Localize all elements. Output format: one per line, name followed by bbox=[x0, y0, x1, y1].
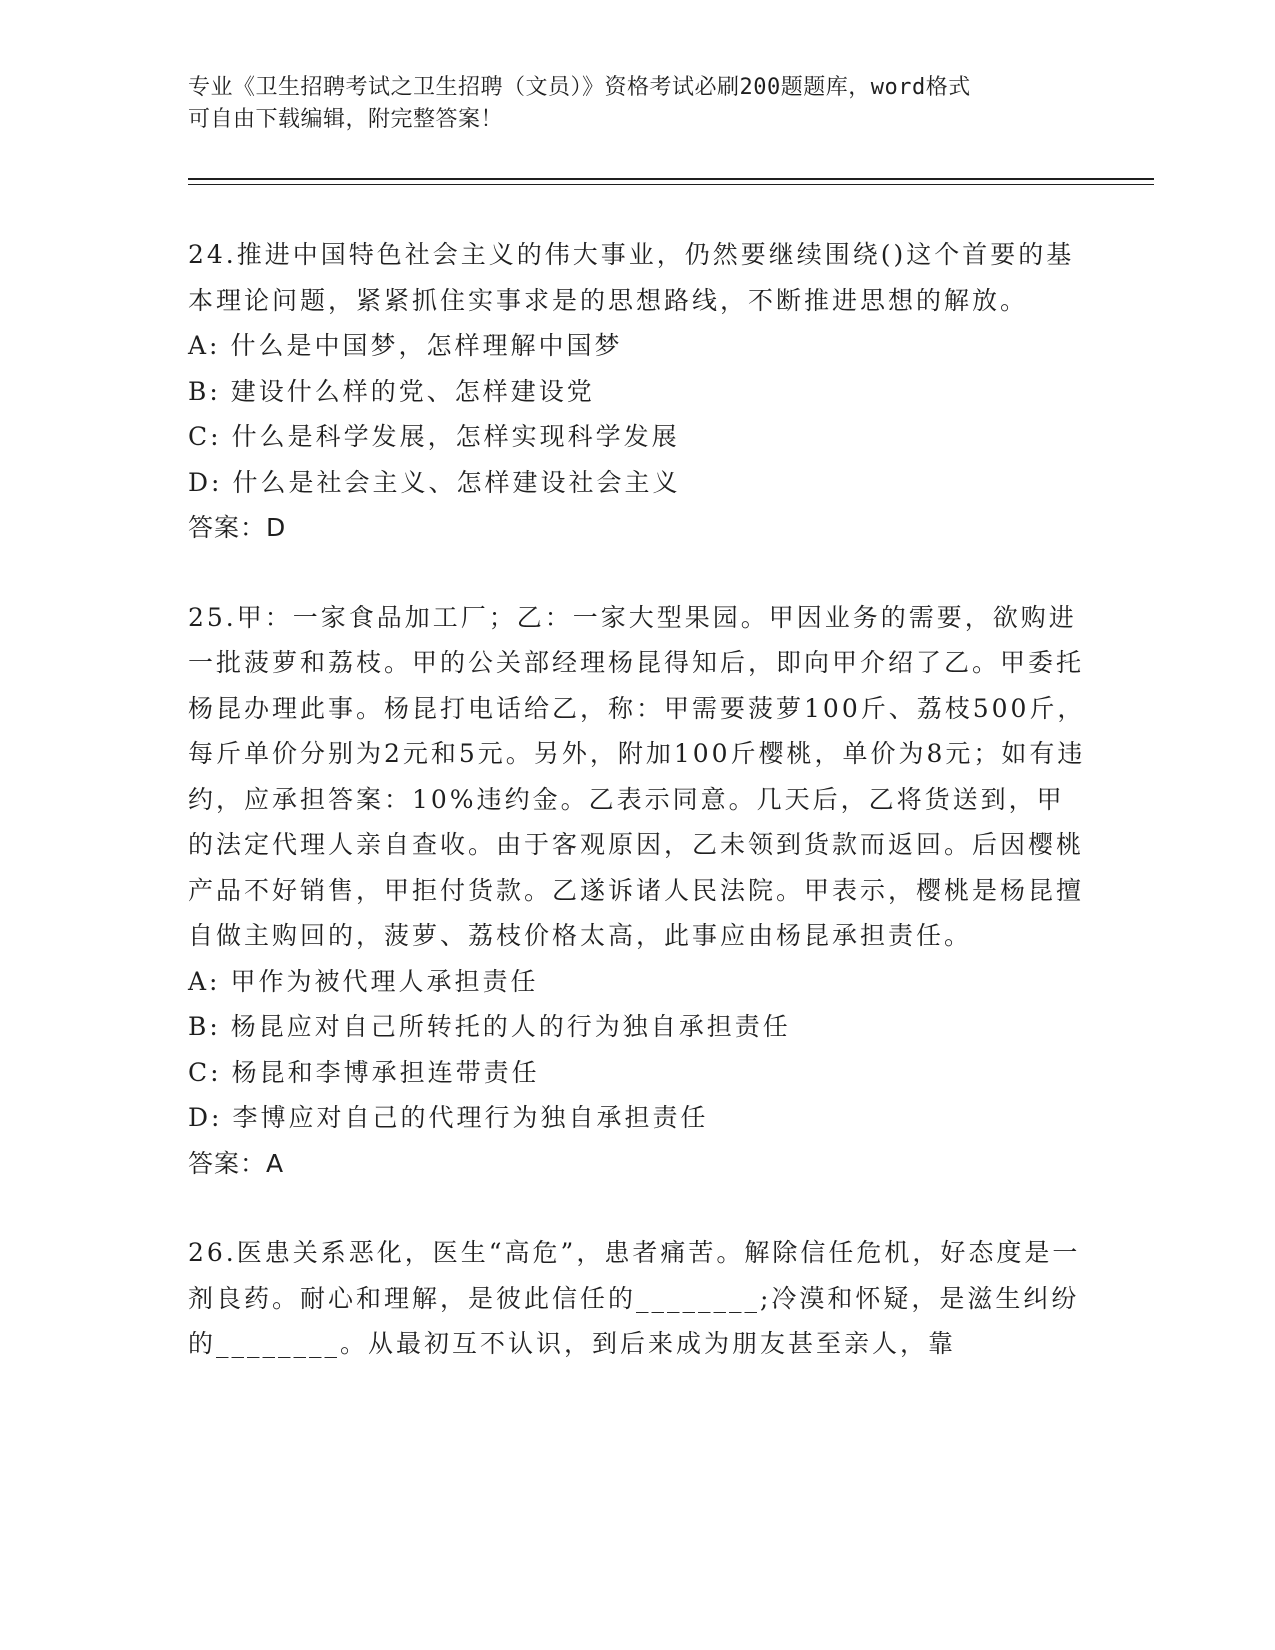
question-24 bbox=[188, 232, 1088, 551]
option-b bbox=[188, 369, 1088, 415]
option-text: 李博应对自己的代理行为独自承担责任 bbox=[232, 1103, 709, 1132]
option-text: 甲作为被代理人承担责任 bbox=[230, 966, 539, 996]
option-d bbox=[188, 1095, 1088, 1141]
answer-line: 答案：D bbox=[188, 513, 287, 542]
question-25 bbox=[188, 595, 1088, 1187]
option-text: 杨昆应对自己所转托的人的行为独自承担责任 bbox=[230, 1012, 791, 1041]
option-letter: D: bbox=[188, 467, 223, 497]
question-26 bbox=[188, 1230, 1088, 1367]
option-letter: A: bbox=[188, 331, 221, 360]
option-letter: D: bbox=[188, 1103, 223, 1132]
header-line-2: 可自由下载编辑，附完整答案！ bbox=[188, 107, 504, 132]
question-stem: 24.推进中国特色社会主义的伟大事业，仍然要继续围绕()这个首要的基本理论问题，紧紧抓住实事求是的思想路线，不断推进思想的解放。 bbox=[188, 240, 1075, 315]
question-stem: 26.医患关系恶化，医生“高危”，患者痛苦。解除信任危机，好态度是一剂良药。耐心和理解，是彼此信任的________;冷漠和怀疑，是滋生纠纷的________。从最初互不认识，到后来成为朋友甚至亲人，靠 bbox=[188, 1238, 1081, 1358]
option-letter: A: bbox=[188, 966, 221, 996]
question-list bbox=[188, 232, 1088, 1367]
option-letter: B: bbox=[188, 1012, 221, 1041]
option-d bbox=[188, 460, 1088, 506]
question-stem: 25.甲：一家食品加工厂；乙：一家大型果园。甲因业务的需要，欲购进一批菠萝和荔枝。甲的公关部经理杨昆得知后，即向甲介绍了乙。甲委托杨昆办理此事。杨昆打电话给乙，称：甲需要菠萝100斤、荔枝500斤，每斤单价分别为2元和5元。另外，附加100斤樱桃，单价为8元；如有违约，应承担答案：10%违约金。乙表示同意。几天后，乙将货送到，甲的法定代理人亲自查收。由于客观原因，乙未领到货款而返回。后因樱桃产品不好销售，甲拒付货款。乙遂诉诸人民法院。甲表示，樱桃是杨昆擅自做主购回的，菠萝、荔枝价格太高，此事应由杨昆承担责任。 bbox=[188, 602, 1086, 950]
document-header bbox=[188, 72, 1088, 136]
option-letter: C: bbox=[188, 1057, 222, 1087]
option-letter: C: bbox=[188, 422, 222, 451]
option-c bbox=[188, 1050, 1088, 1096]
option-text: 什么是中国梦，怎样理解中国梦 bbox=[230, 331, 623, 360]
option-a bbox=[188, 323, 1088, 369]
option-text: 什么是社会主义、怎样建设社会主义 bbox=[232, 467, 681, 497]
option-letter: B: bbox=[188, 376, 221, 406]
answer-line: 答案：A bbox=[188, 1148, 285, 1178]
header-divider-thick bbox=[188, 178, 1154, 180]
option-a bbox=[188, 959, 1088, 1005]
header-line-1: 专业《卫生招聘考试之卫生招聘（文员）》资格考试必刷200题题库，word格式 bbox=[188, 75, 971, 100]
option-c bbox=[188, 414, 1088, 460]
option-text: 什么是科学发展，怎样实现科学发展 bbox=[231, 422, 680, 451]
option-text: 杨昆和李博承担连带责任 bbox=[231, 1057, 540, 1087]
option-text: 建设什么样的党、怎样建设党 bbox=[230, 376, 595, 406]
option-b bbox=[188, 1004, 1088, 1050]
header-divider-thin bbox=[188, 184, 1154, 185]
